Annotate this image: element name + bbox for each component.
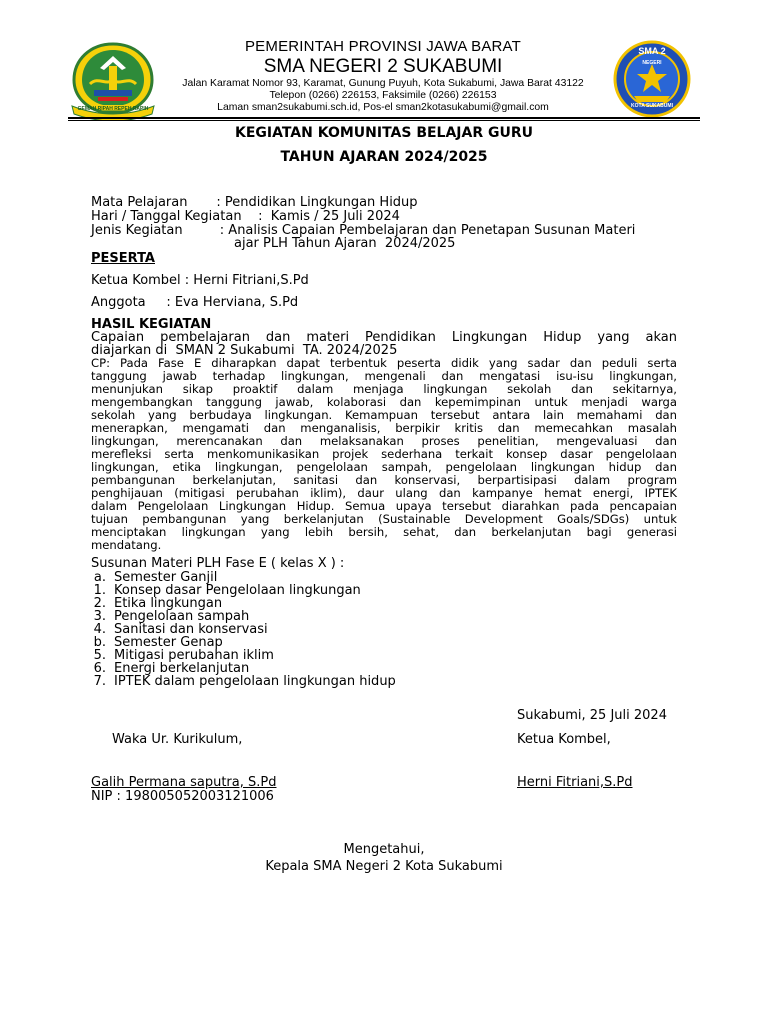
intro-line: diajarkan di SMAN 2 Sukabumi TA. 2024/2025 [91,343,398,358]
acknowledged-label: Mengetahui, [343,842,425,857]
leader-line: Ketua Kombel : Herni Fitriani,S.Pd [91,273,309,288]
activity-line-cont: ajar PLH Tahun Ajaran 2024/2025 [234,236,456,251]
subject-line: Mata Pelajaran : Pendidikan Lingkungan Hidup [91,195,418,210]
cp-line: penghijauan (mitigasi perubahan iklim), daur ulang dan kampanye hemat energi, IPTEK [91,486,677,500]
government-name: PEMERINTAH PROVINSI JAWA BARAT [244,38,522,55]
left-signer-nip: NIP : 198005052003121006 [91,789,274,804]
headmaster-title: Kepala SMA Negeri 2 Kota Sukabumi [265,859,503,874]
emblem-motto: GEMAH RIPAH REPEH RAPIH [77,106,149,112]
west-java-emblem-logo [68,40,158,120]
list-item: a. Semester Ganjil [93,570,218,585]
cp-line: tujuan pembangunan yang berkelanjutan (Sustainable Development Goals/SDGs) untuk [91,512,677,526]
results-intro [91,331,677,357]
activity-line: Jenis Kegiatan : Analisis Capaian Pembelajaran dan Penetapan Susunan Materi [91,223,636,238]
place-date: Sukabumi, 25 Juli 2024 [517,708,667,723]
left-signer-role: Waka Ur. Kurikulum, [112,732,243,747]
school-logo-mid-text: NEGERI [642,60,662,66]
school-phone: Telepon (0266) 226153, Faksimile (0266) 226153 [269,90,497,101]
right-signer-name: Herni Fitriani,S.Pd [517,775,633,790]
cp-paragraph [91,357,677,552]
materials-list [84,571,396,688]
document-subtitle: TAHUN AJARAN 2024/2025 [280,149,488,165]
school-logo-bottom-text: KOTA SUKABUMI [631,103,673,109]
cp-line: pembangunan berkelanjutan, sanitasi dan konservasi, berpartisipasi dalam program [91,473,677,487]
list-item: 6. Energi berkelanjutan [93,661,250,676]
school-logo [612,40,692,118]
cp-line: mengembangkan tanggung jawab, kolaborasi dan kepemimpinan untuk menjadi warga [91,395,677,409]
cp-line: CP: Pada Fase E diharapkan dapat terbentuk peserta didik yang sadar dan peduli serta [91,356,677,370]
cp-line: menunjukan sikap proaktif dalam menjaga lingkungan sekolah dan sekitarnya, [91,382,677,396]
list-item: 4. Sanitasi dan konservasi [93,622,268,637]
document-title: KEGIATAN KOMUNITAS BELAJAR GURU [234,125,534,141]
list-item: 5. Mitigasi perubahan iklim [93,648,274,663]
intro-line: Capaian pembelajaran dan materi Pendidikan Lingkungan Hidup yang akan [91,330,677,345]
member-line: Anggota : Eva Herviana, S.Pd [91,295,299,310]
school-logo-top-text: SMA 2 [638,46,666,56]
results-heading: HASIL KEGIATAN [91,317,212,332]
letterhead-rule-thin [68,120,700,121]
cp-line: mendatang. [91,538,162,552]
school-address: Jalan Karamat Nomor 93, Karamat, Gunung Puyuh, Kota Sukabumi, Jawa Barat 43122 [182,78,584,89]
left-signer-name: Galih Permana saputra, S.Pd [91,775,277,790]
cp-line: merefleksi serta menkomunikasikan projek sederhana terkait konsep dasar pengelolaan [91,447,677,461]
list-item: 1. Konsep dasar Pengelolaan lingkungan [93,583,361,598]
cp-line: tanggung jawab terhadap lingkungan, mengenali dan mengatasi isu-isu lingkungan, [91,369,677,383]
school-name: SMA NEGERI 2 SUKABUMI [263,56,503,77]
materials-heading: Susunan Materi PLH Fase E ( kelas X ) : [91,556,345,571]
list-item: b. Semester Genap [93,635,223,650]
letterhead-rule [68,117,700,119]
letterhead-contact [150,78,616,114]
date-line: Hari / Tanggal Kegiatan : Kamis / 25 Juli 2024 [91,209,400,224]
school-web: Laman sman2sukabumi.sch.id, Pos-el sman2kotasukabumi@gmail.com [217,102,549,113]
participants-heading: PESERTA [91,251,155,266]
cp-line: menciptakan lingkungan yang lebih bersih, sehat, dan berkelanjutan bagi generasi [91,525,677,539]
list-item: 2. Etika lingkungan [93,596,223,611]
list-item: 3. Pengelolaan sampah [93,609,250,624]
cp-line: sekolah yang berbudaya lingkungan. Kemampuan tersebut antara lain memahami dan [91,408,677,422]
cp-line: menerapkan, mengamati dan menganalisis, berpikir kritis dan memecahkan masalah [91,421,677,435]
list-item: 7. IPTEK dalam pengelolaan lingkungan hidup [93,674,396,689]
cp-line: lingkungan, merencanakan dan melaksanakan proses penelitian, mengevaluasi dan [91,434,677,448]
cp-line: dalam Pengelolaan Lingkungan Hidup. Semua upaya tersebut diarahkan pada pencapaian [91,499,677,513]
cp-line: lingkungan, etika lingkungan, pengelolaan sampah, pengelolaan lingkungan hidup dan [91,460,677,474]
right-signer-role: Ketua Kombel, [517,732,611,747]
